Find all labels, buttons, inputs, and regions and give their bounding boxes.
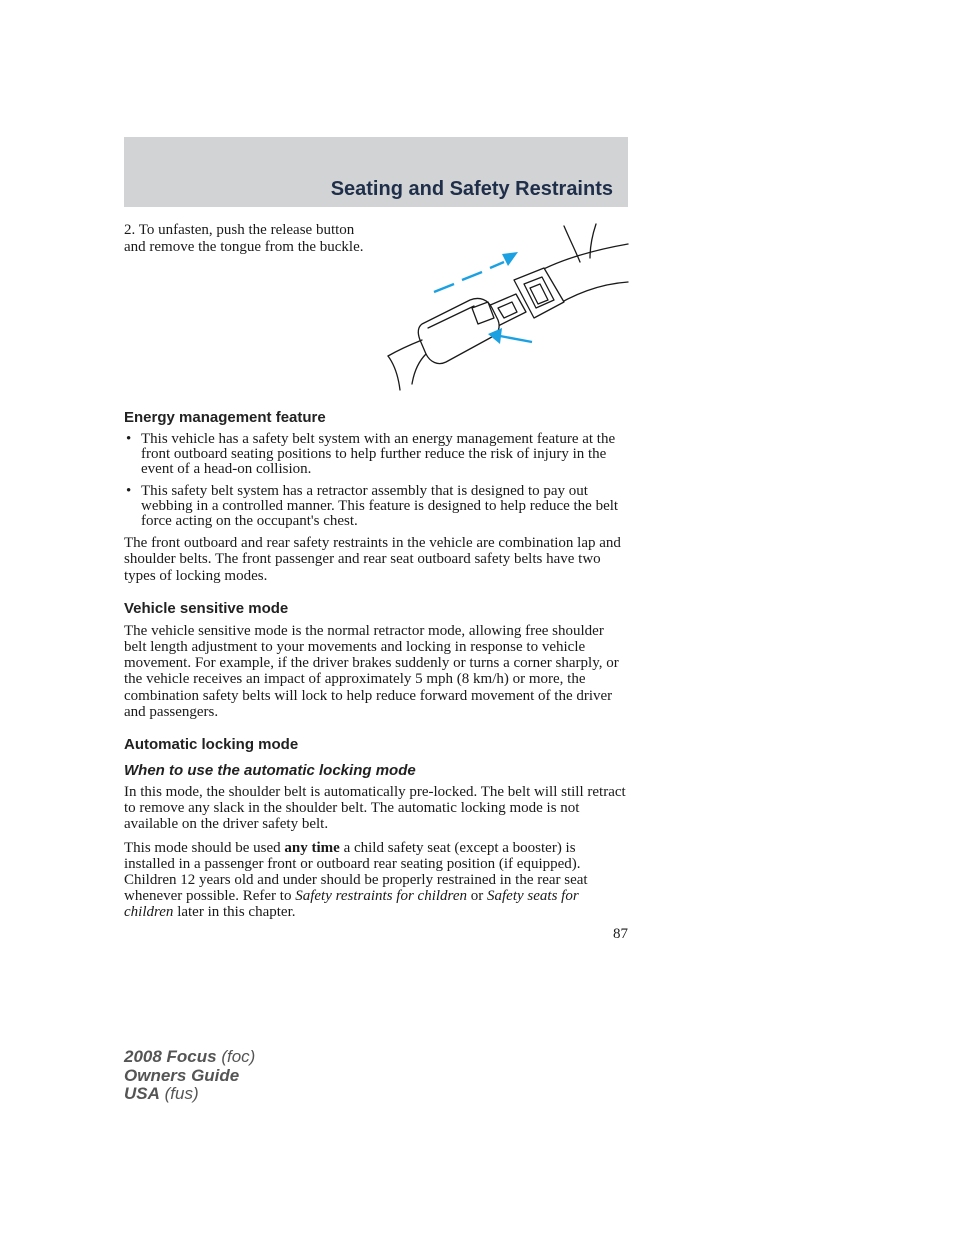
page-title: Seating and Safety Restraints bbox=[330, 178, 613, 200]
list-item: • This safety belt system has a retractor assembly that is designed to pay out webbing in a controlled manner. This feature is designed to help reduce the belt force acting on the occupant's chest. bbox=[126, 482, 619, 530]
footer-line-guide: Owners Guide bbox=[124, 1065, 240, 1085]
energy-heading: Energy management feature bbox=[124, 409, 326, 426]
footer-line-model: 2008 Focus (foc) bbox=[124, 1047, 256, 1066]
reference-safety-seats: Safety seats for children bbox=[124, 888, 579, 921]
bullet-icon: • bbox=[126, 431, 132, 447]
vehicle-sensitive-heading: Vehicle sensitive mode bbox=[124, 599, 289, 617]
vehicle-sensitive-paragraph: The vehicle sensitive mode is the normal retractor mode, allowing free shoulder belt length adjustment to your movements and locking in response to vehicle movement. For example, if the driver brakes suddenly or turns a corner sharply, or the vehicle receives an impact of approximately 5 mph (8 km/h) or more, the combination safety belts will lock to help reduce forward movement of the driver and passengers. bbox=[124, 622, 619, 720]
intro-step: 2. To unfasten, push the release button and remove the tongue from the buckle. bbox=[124, 222, 364, 255]
energy-paragraph: The front outboard and rear safety restraints in the vehicle are combination lap and shoulder belts. The front passenger and rear seat outboard safety belts have two types of locking modes. bbox=[124, 535, 621, 584]
main-content bbox=[124, 409, 628, 928]
header-band bbox=[124, 137, 628, 207]
page-number: 87 bbox=[613, 926, 628, 942]
footer bbox=[124, 1048, 255, 1104]
automatic-locking-heading: Automatic locking mode bbox=[124, 736, 299, 754]
emphasis-any-time: any time bbox=[284, 839, 340, 856]
automatic-locking-subheading: When to use the automatic locking mode bbox=[124, 762, 416, 780]
automatic-paragraph-2: This mode should be used any time a child safety seat (except a booster) is installed in a passenger front or outboard rear seating position (if equipped). Children 12 years old and under should be properly restrained in the rear seat whenever possible. Refer to Safety restraints for children or Safety seats for children later in this chapter. bbox=[124, 839, 588, 921]
footer-line-market: USA (fus) bbox=[124, 1084, 199, 1103]
list-item: • This vehicle has a safety belt system with an energy management feature at the front outboard seating positions to help further reduce the risk of injury in the event of a head-on collision. bbox=[126, 431, 616, 478]
bullet-icon: • bbox=[126, 482, 132, 499]
automatic-paragraph-1: In this mode, the shoulder belt is automatically pre-locked. The belt will still retract to remove any slack in the shoulder belt. The automatic locking mode is not available on the driver safety belt. bbox=[124, 784, 626, 833]
energy-bullet-list bbox=[124, 432, 628, 529]
seat-belt-buckle-icon bbox=[384, 222, 630, 392]
reference-safety-restraints: Safety restraints for children bbox=[295, 888, 467, 905]
